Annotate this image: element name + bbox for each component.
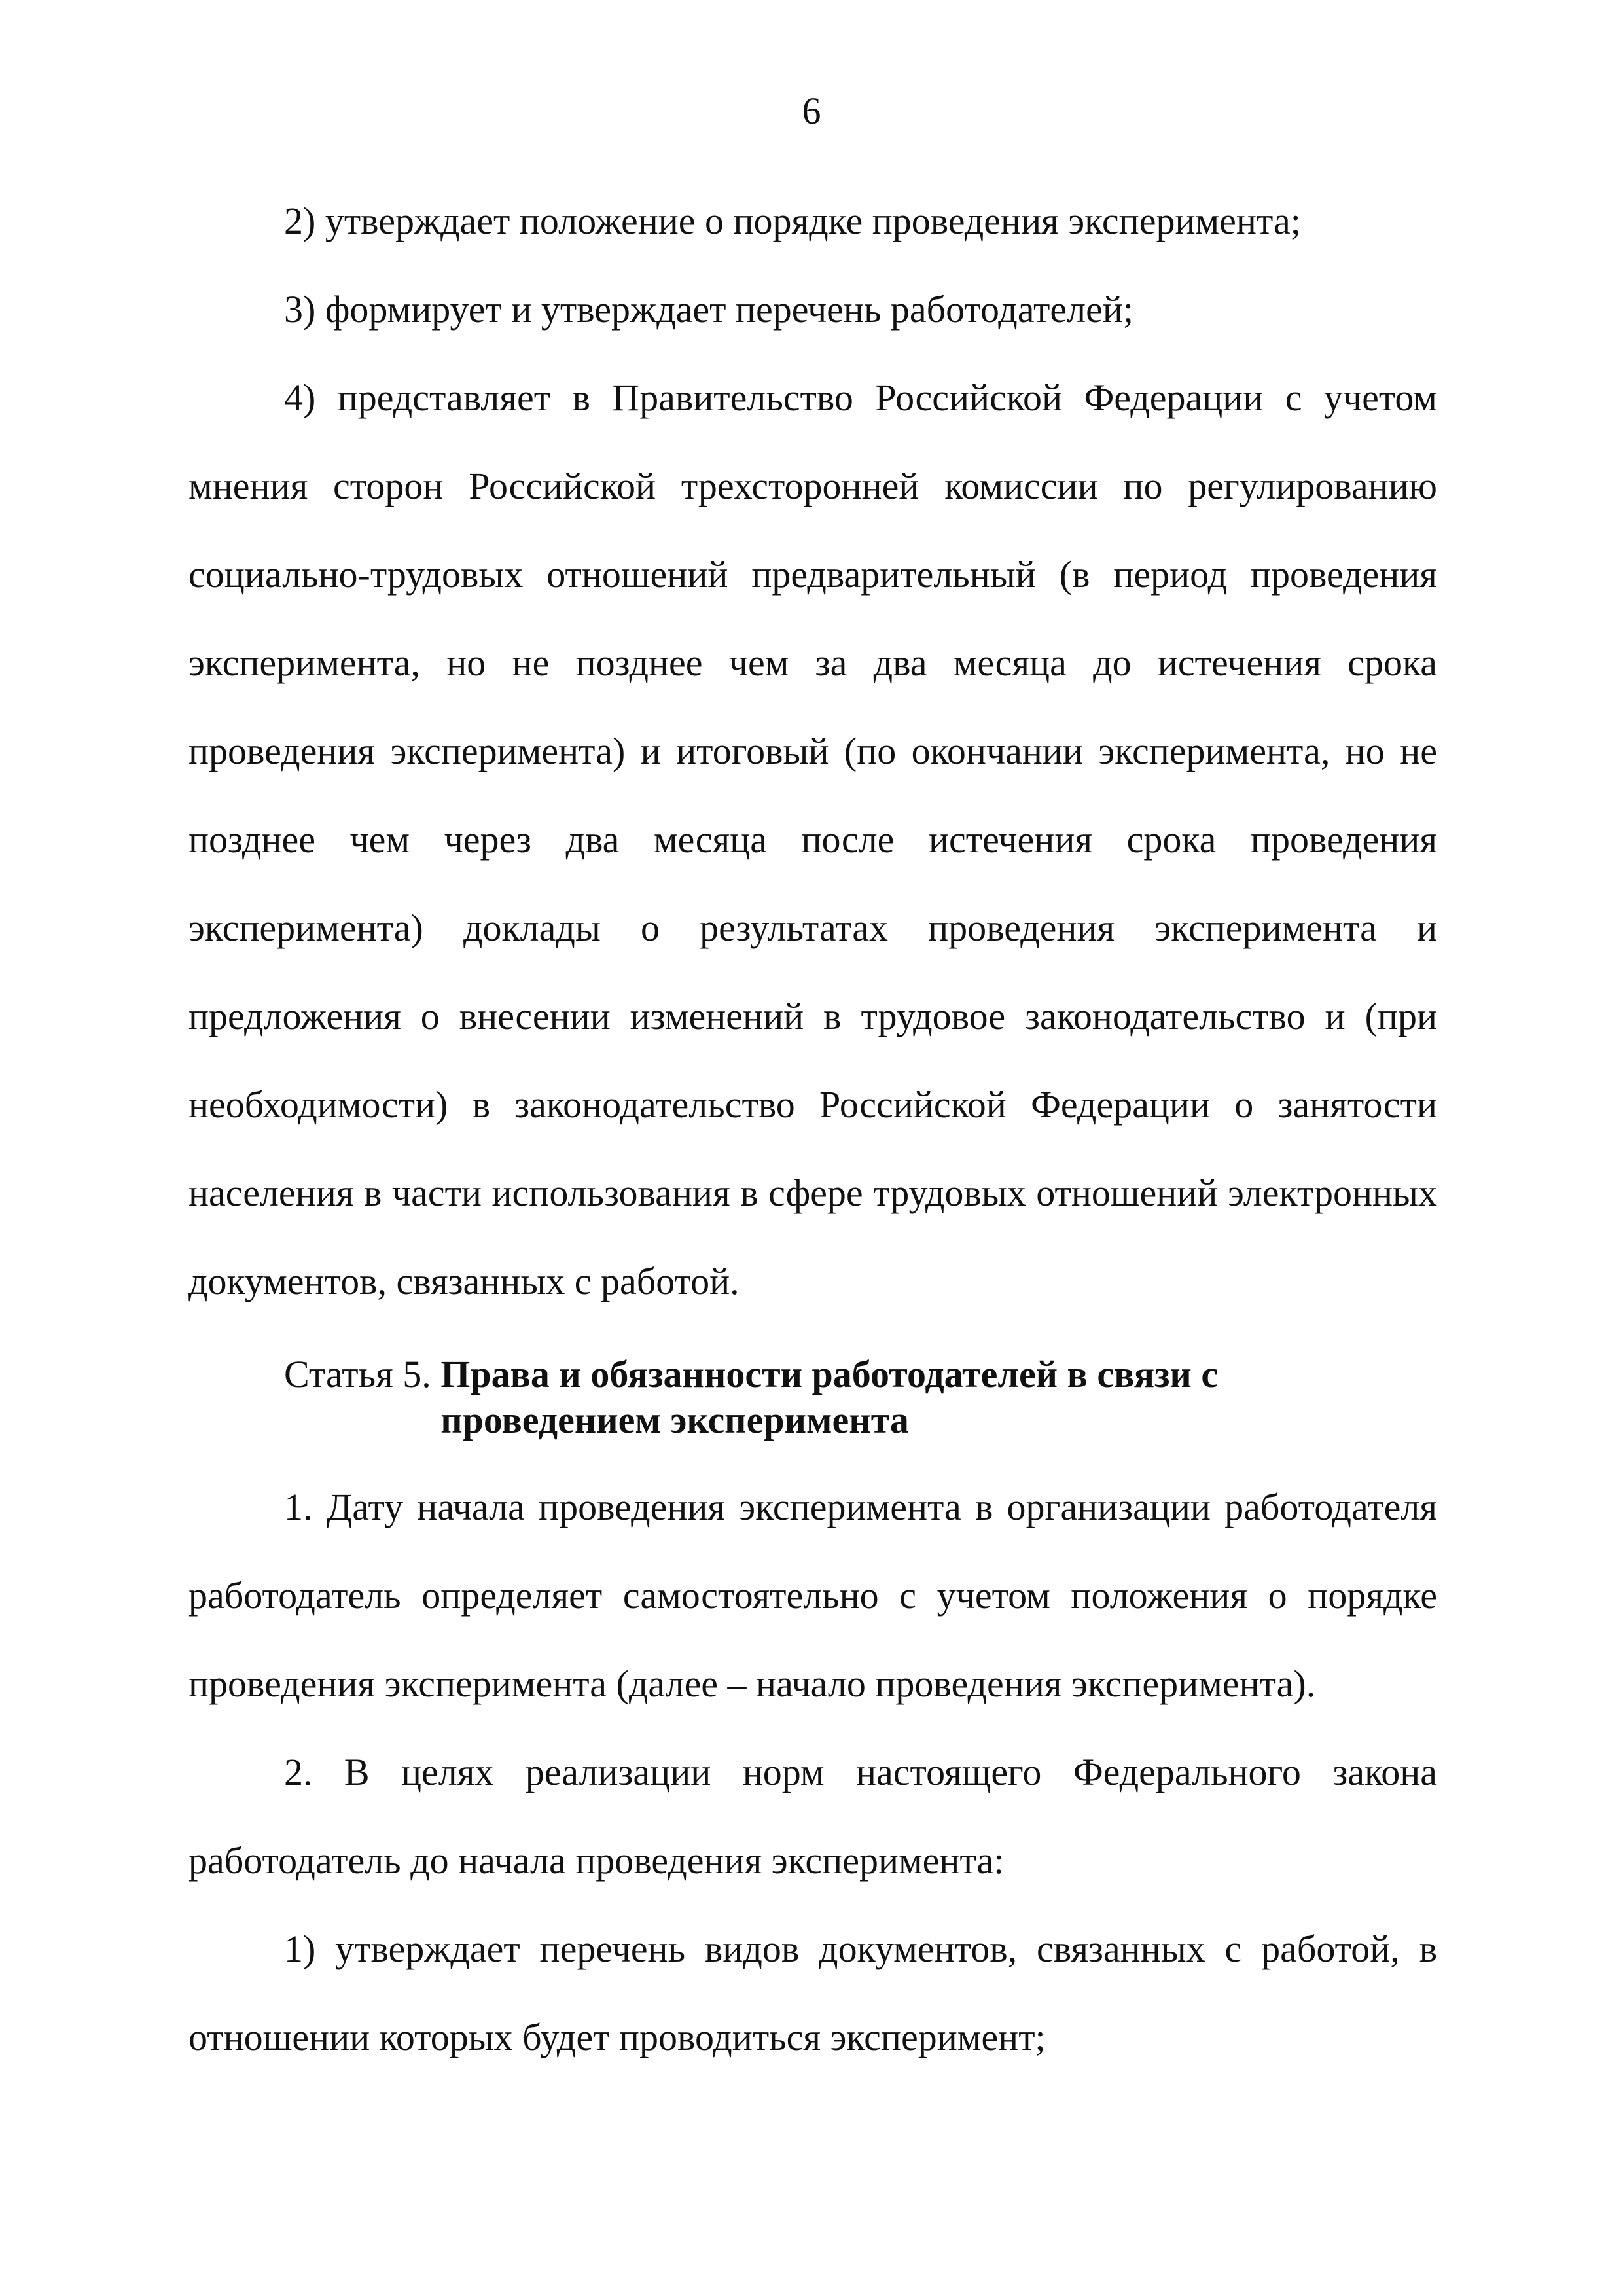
page-number: 6 xyxy=(802,90,821,132)
document-body xyxy=(188,177,1437,2081)
article-title: Права и обязанности работодателей в связи с проведением эксперимента xyxy=(440,1353,1219,1441)
paragraph-clause-2: 2. В целях реализации норм настоящего Федерального закона работодатель до начала проведения эксперимента: xyxy=(188,1751,1437,1882)
paragraph-clause-1: 1. Дату начала проведения эксперимента в организации работодателя работодатель определяет самостоятельно с учетом положения о порядке проведения эксперимента (далее – начало проведения эксперимента). xyxy=(188,1486,1437,1705)
paragraph-item-2: 2) утверждает положение о порядке проведения эксперимента; xyxy=(284,200,1301,242)
paragraph-subitem-1: 1) утверждает перечень видов документов, связанных с работой, в отношении которых будет проводиться эксперимент; xyxy=(188,1928,1437,2058)
article-heading xyxy=(188,1352,1437,1443)
article-label: Статья 5. xyxy=(284,1353,441,1395)
paragraph-item-3: 3) формирует и утверждает перечень работодателей; xyxy=(284,288,1133,331)
paragraph-item-4: 4) представляет в Правительство Российской Федерации с учетом мнения сторон Российской трехсторонней комиссии по регулированию социально-трудовых отношений предварительный (в период проведения эксперимента, но не позднее чем за два месяца до истечения срока проведения эксперимента) и итоговый (по окончании эксперимента, но не позднее чем через два месяца после истечения срока проведения эксперимента) доклады о результатах проведения эксперимента и предложения о внесении изменений в трудовое законодательство и (при необходимости) в законодательство Российской Федерации о занятости населения в части использования в сфере трудовых отношений электронных документов, связанных с работой. xyxy=(188,376,1437,1302)
